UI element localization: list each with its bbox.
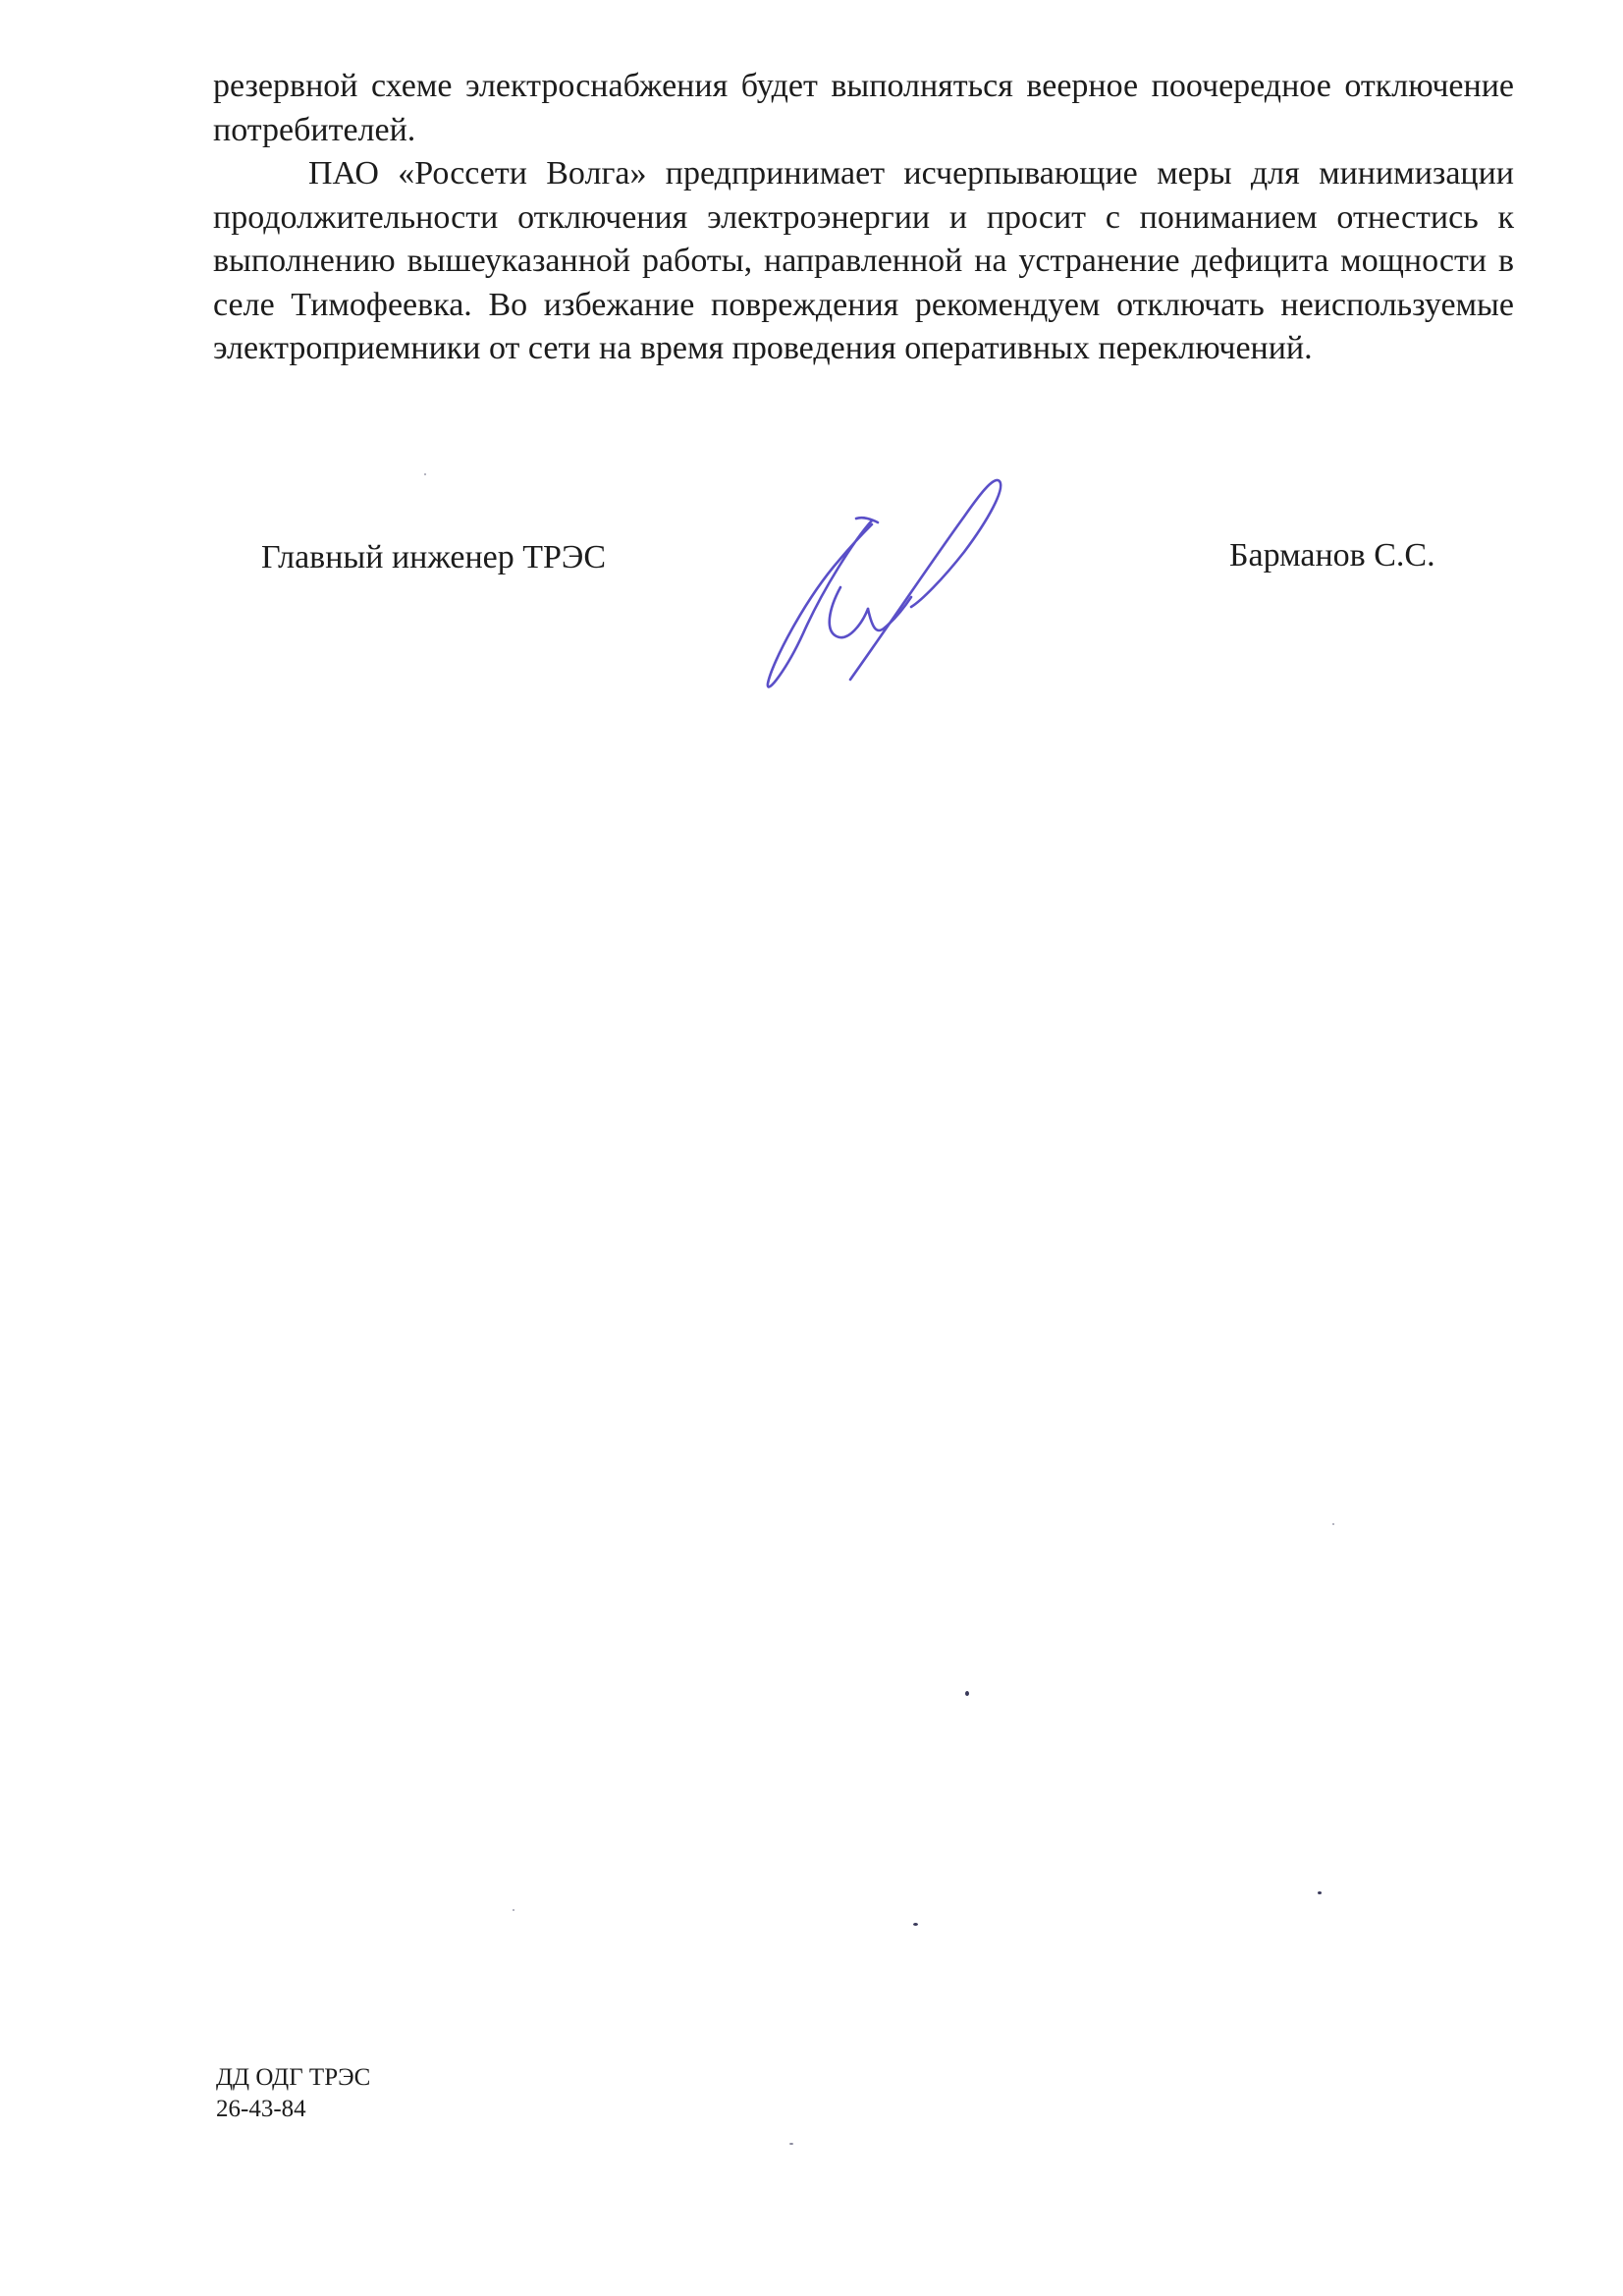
scan-speck: [424, 473, 426, 475]
letter-body: [213, 65, 1514, 371]
scan-speck: [513, 1909, 514, 1911]
scan-speck: [789, 2143, 793, 2145]
scan-speck: [1318, 1891, 1322, 1894]
scan-speck: [965, 1691, 969, 1696]
footer-phone: 26-43-84: [216, 2096, 306, 2122]
signatory-position: Главный инженер ТРЭС: [261, 539, 607, 575]
paragraph-main: ПАО «Россети Волга» предпринимает исчерпывающие меры для минимизации продолжительности отключения электроэнергии и просит с пониманием отнестись к выполнению вышеуказанной работы, направленной на устранение дефицита мощности в селе Тимофеевка. Во избежание повреждения рекомендуем отключать неиспользуемые электроприемники от сети на время проведения оперативных переключений.: [213, 155, 1514, 366]
footer-department: ДД ОДГ ТРЭС: [216, 2064, 371, 2091]
footer-contact: [216, 2062, 370, 2125]
signatory-name: Барманов С.С.: [1229, 537, 1435, 574]
handwritten-signature: [746, 462, 1060, 697]
scan-speck: [913, 1923, 918, 1926]
scan-speck: [1332, 1523, 1334, 1525]
paragraph-continuation: резервной схеме электроснабжения будет выполняться веерное поочередное отключение потребителей.: [213, 68, 1514, 148]
